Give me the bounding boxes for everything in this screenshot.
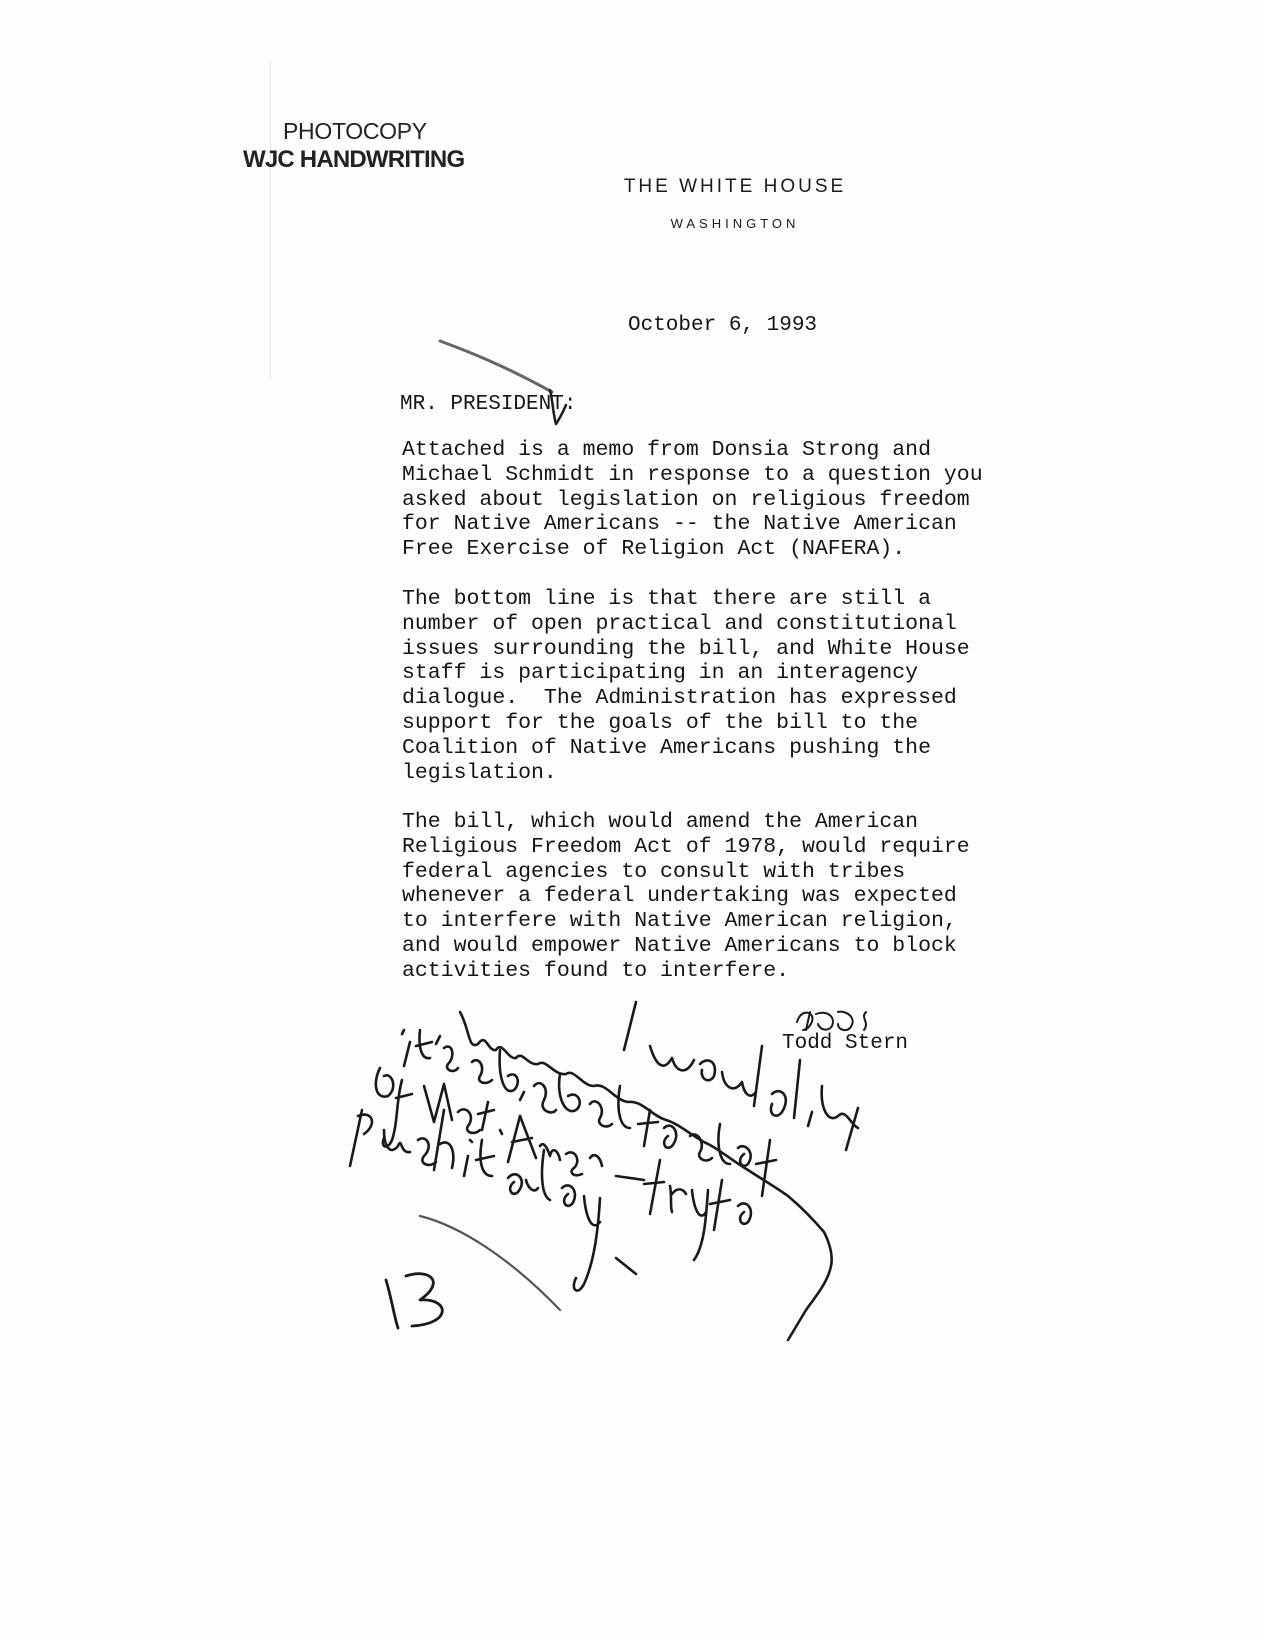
letterhead-city: WASHINGTON xyxy=(670,216,800,231)
memo-paragraph-3: The bill, which would amend the American Religious Freedom Act of 1978, would require federal agencies to consult with tribes whenever a federal undertaking was expected to interfere with Native American religion, and would empower Native Americans to block activities found to interfere. xyxy=(402,810,970,983)
memo-date: October 6, 1993 xyxy=(628,314,818,337)
memo-salutation: MR. PRESIDENT: xyxy=(400,393,577,416)
photocopy-stamp: PHOTOCOPY xyxy=(283,118,427,144)
letterhead-title: THE WHITE HOUSE xyxy=(623,176,847,197)
handwriting-stamp: WJC HANDWRITING xyxy=(243,146,465,173)
memo-paragraph-2: The bottom line is that there are still a number of open practical and constitutional issues surrounding the bill, and White House staff is participating in an interagency dialogue. The Administration has expressed support for the goals of the bill to the Coalition of Native Americans pushing the legislation. xyxy=(402,587,970,785)
todd-stern-initials xyxy=(797,1012,866,1030)
check-mark-stroke xyxy=(440,341,552,392)
scan-edge-line xyxy=(270,60,271,380)
memo-paragraph-1: Attached is a memo from Donsia Strong and Michael Schmidt in response to a question you asked about legislation on religious freedom for Native Americans -- the Native American Free Exercise of Religion Act (NAFERA). xyxy=(402,438,983,562)
signature-name: Todd Stern xyxy=(782,1032,909,1055)
